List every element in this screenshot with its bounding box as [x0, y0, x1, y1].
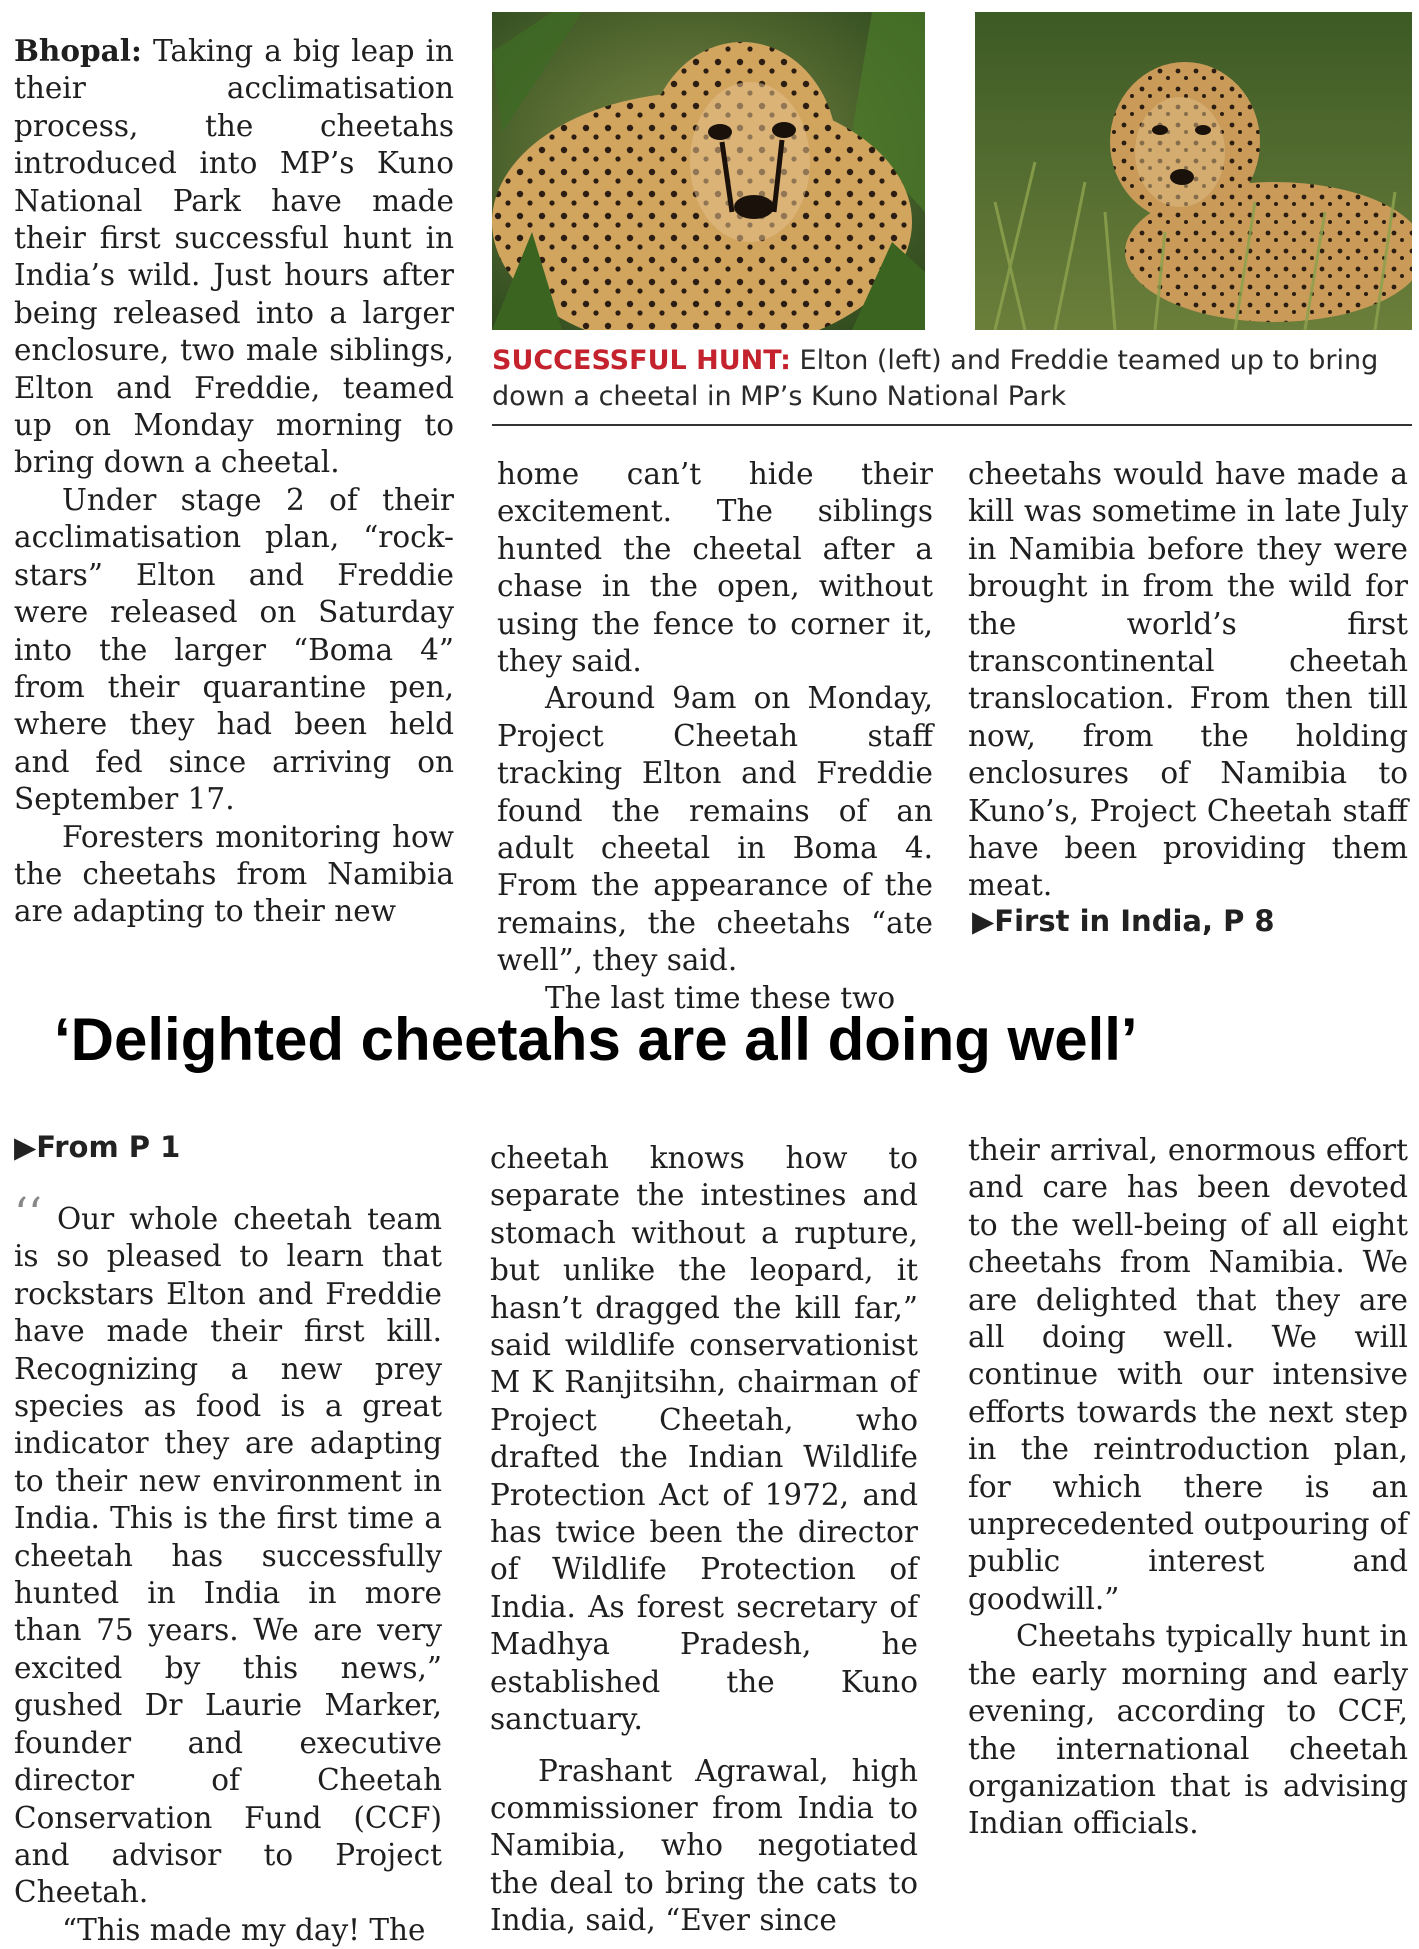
- cheetah-photo-freddie: [975, 12, 1412, 330]
- story1-paragraph: cheetahs would have made a kill was sometime in late July in Namibia before they were brought in from the wild for the world’s first transcontinental cheetah translocation. From then till now, from the holding enclosures of Namibia to Kuno’s, Project Cheetah staff have been providing them meat.: [968, 457, 1408, 903]
- jump-from-link[interactable]: ▶From P 1: [14, 1130, 181, 1164]
- open-quote-mark: ‘‘: [14, 1189, 42, 1240]
- story1-paragraph: Under stage 2 of their acclimatisation plan, “rock-stars” Elton and Freddie were released on Saturday into the larger “Boma 4” from their quarantine pen, where they had been held and fed since arriving on September 17.: [14, 482, 454, 817]
- story2-column-1: [14, 1189, 442, 1949]
- story1-column-1: [14, 32, 454, 931]
- story2-paragraph: Our whole cheetah team is so pleased to learn that rockstars Elton and Freddie have made their first kill. Recognizing a new prey species as food is a great indicator they are adapting to their new environment in India. This is the first time a cheetah has successfully hunted in India in more than 75 years. We are very excited by this news,” gushed Dr Laurie Marker, founder and executive director of Cheetah Conservation Fund (CCF) and advisor to Project Cheetah.: [14, 1202, 442, 1910]
- photo-caption: [492, 343, 1412, 415]
- story1-paragraph: The last time these two: [545, 980, 896, 1015]
- story1-column-3: [968, 456, 1408, 905]
- story2-column-3: [968, 1132, 1408, 1843]
- caption-text: Elton (left) and Freddie teamed up to bring down a cheetal in MP’s Kuno National Park: [492, 345, 1379, 412]
- story1-paragraph: Foresters monitoring how the cheetahs from Namibia are adapting to their new: [14, 819, 454, 929]
- caption-divider: [492, 424, 1412, 426]
- caption-lead: SUCCESSFUL HUNT:: [492, 345, 791, 376]
- jump-to-link[interactable]: ▶First in India, P 8: [972, 904, 1275, 938]
- story2-column-2: [490, 1140, 918, 1940]
- story2-paragraph: Cheetahs typically hunt in the early morning and early evening, according to CCF, the international cheetah organization that is advising Indian officials.: [968, 1619, 1408, 1841]
- dateline: Bhopal:: [14, 33, 142, 68]
- story2-paragraph: their arrival, enormous effort and care has been devoted to the well-being of all eight cheetahs from Namibia. We are delighted that they are all doing well. We will continue with our intensive efforts towards the next step in the reintroduction plan, for which there is an unprecedented outpouring of public interest and goodwill.”: [968, 1133, 1408, 1616]
- story2-paragraph: Prashant Agrawal, high commissioner from India to Namibia, who negotiated the deal to bring the cats to India, said, “Ever since: [490, 1753, 918, 1938]
- cheetah-photo-elton: [492, 12, 925, 330]
- story2-paragraph: “This made my day! The: [62, 1912, 426, 1947]
- story2-paragraph: cheetah knows how to separate the intestines and stomach without a rupture, but unlike the leopard, it hasn’t dragged the kill far,” said wildlife conservationist M K Ranjitsihn, chairman of Project Cheetah, who drafted the Indian Wildlife Protection Act of 1972, and has twice been the director of Wildlife Protection of India. As forest secretary of Madhya Pradesh, he established the Kuno sanctuary.: [490, 1141, 918, 1737]
- story1-paragraph: home can’t hide their excitement. The siblings hunted the cheetal after a chase in the open, without using the fence to corner it, they said.: [497, 457, 933, 679]
- story1-paragraph: Taking a big leap in their acclimatisation process, the cheetahs introduced into MP’s Kuno National Park have made their first successful hunt in India’s wild. Just hours after being released into a larger enclosure, two male siblings, Elton and Freddie, teamed up on Monday morning to bring down a cheetal.: [14, 34, 454, 480]
- story1-paragraph: Around 9am on Monday, Project Cheetah staff tracking Elton and Freddie found the remains of an adult cheetal in Boma 4. From the appearance of the remains, the cheetahs “ate well”, they said.: [497, 681, 933, 978]
- story1-column-2: [497, 456, 933, 1017]
- headline: ‘Delighted cheetahs are all doing well’: [54, 1006, 1138, 1073]
